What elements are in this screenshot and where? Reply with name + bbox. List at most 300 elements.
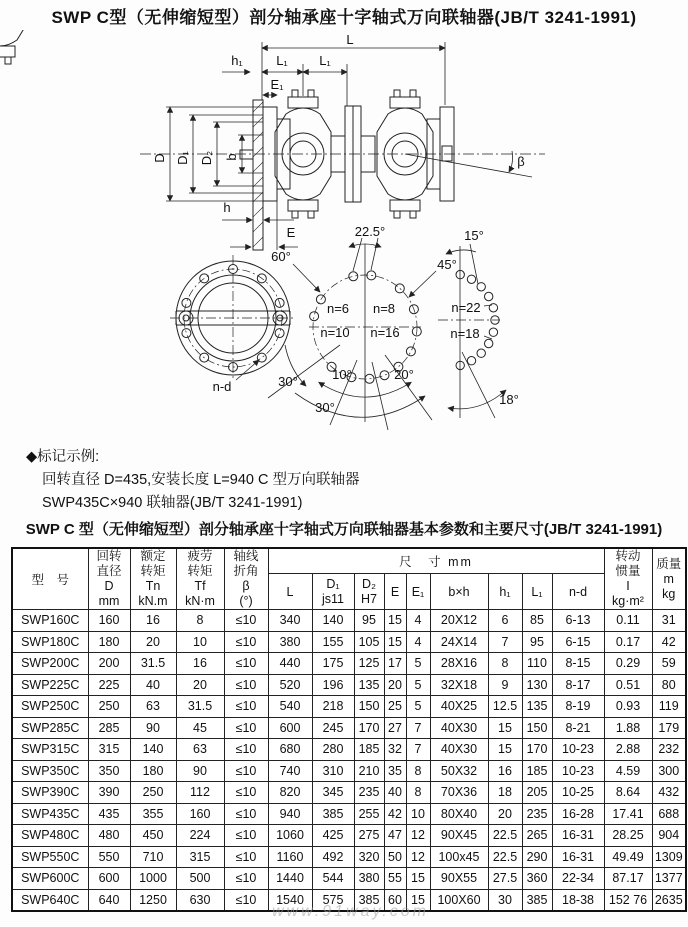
value-cell: 5 [406, 674, 430, 696]
marking-bullet-line: ◆标记示例: [26, 449, 100, 465]
value-cell: 125 [354, 653, 384, 675]
watermark: www.91way.com [272, 903, 429, 920]
value-cell: 820 [268, 782, 312, 804]
value-cell: 280 [312, 739, 354, 761]
value-cell: 32X18 [430, 674, 488, 696]
bolt-pattern-diagram [268, 224, 457, 430]
value-cell: 47 [384, 825, 406, 847]
value-cell: ≤10 [224, 846, 268, 868]
count-label-n18: n=18 [450, 326, 480, 341]
value-cell: 175 [312, 653, 354, 675]
dim-label-D1: D₁ [175, 151, 190, 165]
value-cell: 250 [130, 782, 176, 804]
table-row [12, 868, 686, 890]
value-cell: ≤10 [224, 825, 268, 847]
value-cell: 350 [88, 760, 130, 782]
value-cell: 232 [652, 739, 686, 761]
value-cell: ≤10 [224, 760, 268, 782]
value-cell: ≤10 [224, 696, 268, 718]
value-cell: 42 [384, 803, 406, 825]
angle-label-22-5: 22.5° [354, 224, 386, 239]
col-header-inertia [604, 548, 652, 610]
header-line: 额定 [140, 549, 166, 563]
table-row [12, 653, 686, 675]
value-cell: 16-31 [552, 825, 604, 847]
angle-label-30-left: 30° [278, 374, 298, 389]
value-cell: 205 [522, 782, 552, 804]
value-cell: 285 [88, 717, 130, 739]
value-cell: 0.93 [604, 696, 652, 718]
value-cell: 15 [406, 868, 430, 890]
col-header-L1: L₁ [522, 574, 552, 610]
table-row [12, 739, 686, 761]
value-cell: 32 [384, 739, 406, 761]
value-cell: 28.25 [604, 825, 652, 847]
value-cell: 425 [312, 825, 354, 847]
value-cell: 180 [88, 631, 130, 653]
model-cell: SWP180C [12, 631, 88, 653]
value-cell: 15 [384, 631, 406, 653]
value-cell: 105 [354, 631, 384, 653]
value-cell: ≤10 [224, 610, 268, 632]
table-row [12, 825, 686, 847]
value-cell: 55 [384, 868, 406, 890]
value-cell: 20 [384, 674, 406, 696]
value-cell: 315 [176, 846, 224, 868]
value-cell: 15 [384, 610, 406, 632]
dim-label-D: D [152, 153, 167, 163]
value-cell: 16 [176, 653, 224, 675]
model-cell: SWP390C [12, 782, 88, 804]
value-cell: 18 [488, 782, 522, 804]
col-header-rated-torque [130, 548, 176, 610]
value-cell: 30 [488, 889, 522, 911]
value-cell: 20 [130, 631, 176, 653]
marking-example [26, 446, 359, 515]
value-cell: 135 [354, 674, 384, 696]
model-cell: SWP160C [12, 610, 88, 632]
header-line: 疲劳 [187, 549, 213, 563]
table-row [12, 631, 686, 653]
table-row [12, 696, 686, 718]
value-cell: 315 [88, 739, 130, 761]
dim-label-h: h [223, 200, 231, 215]
value-cell: 49.49 [604, 846, 652, 868]
model-cell: SWP200C [12, 653, 88, 675]
header-line: 质量 [656, 556, 682, 571]
model-cell: SWP315C [12, 739, 88, 761]
value-cell: 600 [88, 868, 130, 890]
value-cell: 140 [130, 739, 176, 761]
value-cell: 520 [268, 674, 312, 696]
count-label-n6: n=6 [326, 301, 350, 316]
dim-label-E: E [286, 225, 296, 240]
value-cell: 235 [354, 782, 384, 804]
table-row [12, 803, 686, 825]
value-cell: 80 [652, 674, 686, 696]
model-cell: SWP435C [12, 803, 88, 825]
value-cell: 740 [268, 760, 312, 782]
dim-label-h1: h₁ [231, 53, 243, 68]
value-cell: 110 [522, 653, 552, 675]
value-cell: ≤10 [224, 717, 268, 739]
value-cell: 440 [268, 653, 312, 675]
value-cell: 95 [522, 631, 552, 653]
value-cell: 290 [522, 846, 552, 868]
value-cell: 8 [488, 653, 522, 675]
value-cell: 8-15 [552, 653, 604, 675]
value-cell: 119 [652, 696, 686, 718]
model-cell: SWP250C [12, 696, 88, 718]
value-cell: 170 [522, 739, 552, 761]
header-line: β [242, 579, 250, 593]
value-cell: 544 [312, 868, 354, 890]
value-cell: 28X16 [430, 653, 488, 675]
value-cell: 7 [406, 739, 430, 761]
header-line: 直径 [96, 564, 122, 578]
dim-label-L1-right: L₁ [319, 53, 331, 68]
value-cell: 4 [406, 610, 430, 632]
value-cell: 50X32 [430, 760, 488, 782]
value-cell: 40 [130, 674, 176, 696]
value-cell: 2.88 [604, 739, 652, 761]
model-cell: SWP600C [12, 868, 88, 890]
value-cell: 1250 [130, 889, 176, 911]
value-cell: 40 [384, 782, 406, 804]
flange-end-view [170, 255, 296, 394]
value-cell: 385 [312, 803, 354, 825]
angle-label-18: 18° [499, 392, 519, 407]
value-cell: 210 [354, 760, 384, 782]
value-cell: 22.5 [488, 825, 522, 847]
value-cell: 24X14 [430, 631, 488, 653]
value-cell: ≤10 [224, 631, 268, 653]
angle-label-60: 60° [271, 249, 291, 264]
value-cell: 380 [354, 868, 384, 890]
value-cell: 904 [652, 825, 686, 847]
technical-drawing [0, 30, 688, 445]
value-cell: 160 [176, 803, 224, 825]
value-cell: 575 [312, 889, 354, 911]
value-cell: 0.11 [604, 610, 652, 632]
table-row [12, 610, 686, 632]
value-cell: 90X45 [430, 825, 488, 847]
value-cell: ≤10 [224, 782, 268, 804]
value-cell: 20X12 [430, 610, 488, 632]
value-cell: 0.29 [604, 653, 652, 675]
value-cell: 225 [88, 674, 130, 696]
angle-label-20: 20° [394, 367, 414, 382]
header-line: kg [662, 586, 676, 601]
angle-label-30-bottom: 30° [315, 400, 335, 415]
value-cell: 1.88 [604, 717, 652, 739]
value-cell: 218 [312, 696, 354, 718]
value-cell: ≤10 [224, 803, 268, 825]
col-header-D2 [354, 574, 384, 610]
value-cell: 432 [652, 782, 686, 804]
header-line: js11 [321, 591, 344, 606]
value-cell: 80X40 [430, 803, 488, 825]
col-header-D1 [312, 574, 354, 610]
value-cell: ≤10 [224, 889, 268, 911]
marking-line-2: SWP435C×940 联轴器(JB/T 3241-1991) [42, 495, 303, 511]
header-line: 转矩 [187, 564, 213, 578]
value-cell: 10 [176, 631, 224, 653]
value-cell: 688 [652, 803, 686, 825]
value-cell: 1160 [268, 846, 312, 868]
model-cell: SWP350C [12, 760, 88, 782]
value-cell: 90 [176, 760, 224, 782]
value-cell: 245 [312, 717, 354, 739]
value-cell: 1060 [268, 825, 312, 847]
value-cell: 540 [268, 696, 312, 718]
value-cell: 160 [88, 610, 130, 632]
value-cell: 630 [176, 889, 224, 911]
value-cell: 31.5 [176, 696, 224, 718]
value-cell: 170 [354, 717, 384, 739]
value-cell: 9 [488, 674, 522, 696]
value-cell: 135 [522, 696, 552, 718]
model-cell: SWP285C [12, 717, 88, 739]
value-cell: 480 [88, 825, 130, 847]
value-cell: 0.51 [604, 674, 652, 696]
header-line: 转矩 [140, 564, 166, 578]
value-cell: 59 [652, 653, 686, 675]
value-cell: 600 [268, 717, 312, 739]
col-header-bxh: b×h [430, 574, 488, 610]
value-cell: 1000 [130, 868, 176, 890]
header-line: 折角 [233, 564, 259, 578]
angle-label-15: 15° [464, 228, 484, 243]
value-cell: 8 [176, 610, 224, 632]
value-cell: 200 [88, 653, 130, 675]
value-cell: 152 76 [604, 889, 652, 911]
table-row [12, 846, 686, 868]
col-group-dimensions: 尺 寸 mm [268, 548, 604, 574]
header-line: D₁ [326, 576, 340, 591]
value-cell: 235 [522, 803, 552, 825]
col-header-model: 型 号 [12, 548, 88, 610]
value-cell: 20 [488, 803, 522, 825]
col-header-E: E [384, 574, 406, 610]
model-cell: SWP640C [12, 889, 88, 911]
value-cell: 7 [488, 631, 522, 653]
count-label-n22: n=22 [451, 300, 481, 315]
header-line: mm [98, 594, 120, 608]
value-cell: 180 [130, 760, 176, 782]
value-cell: 42 [652, 631, 686, 653]
count-label-n8: n=8 [372, 301, 396, 316]
value-cell: 640 [88, 889, 130, 911]
header-line: 惯量 [615, 564, 641, 578]
count-label-n10: n=10 [320, 325, 350, 340]
value-cell: 4.59 [604, 760, 652, 782]
header-line: D₂ [362, 576, 376, 591]
col-header-L: L [268, 574, 312, 610]
value-cell: 10-23 [552, 739, 604, 761]
header-line: Tn [145, 579, 161, 593]
angle-label-45: 45° [437, 257, 457, 272]
value-cell: 492 [312, 846, 354, 868]
table-row [12, 674, 686, 696]
value-cell: 87.17 [604, 868, 652, 890]
value-cell: 15 [406, 889, 430, 911]
count-label-n16: n=16 [370, 325, 400, 340]
coupling-section-view [0, 30, 545, 250]
value-cell: 8.64 [604, 782, 652, 804]
value-cell: ≤10 [224, 868, 268, 890]
col-header-mass [652, 548, 686, 610]
value-cell: 224 [176, 825, 224, 847]
value-cell: 360 [522, 868, 552, 890]
value-cell: 16-28 [552, 803, 604, 825]
value-cell: 22-34 [552, 868, 604, 890]
col-header-nd: n-d [552, 574, 604, 610]
value-cell: 90X55 [430, 868, 488, 890]
value-cell: 95 [354, 610, 384, 632]
value-cell: 130 [522, 674, 552, 696]
header-line: 转动 [615, 549, 641, 563]
header-line: 轴线 [233, 549, 259, 563]
header-line: m [663, 571, 674, 586]
value-cell: 16 [130, 610, 176, 632]
col-header-axis-angle [224, 548, 268, 610]
value-cell: 7 [406, 717, 430, 739]
value-cell: 380 [268, 631, 312, 653]
value-cell: 6 [488, 610, 522, 632]
col-header-turn-diameter [88, 548, 130, 610]
table-row [12, 717, 686, 739]
value-cell: 31 [652, 610, 686, 632]
value-cell: 45 [176, 717, 224, 739]
value-cell: 150 [354, 696, 384, 718]
value-cell: 185 [522, 760, 552, 782]
value-cell: 17 [384, 653, 406, 675]
value-cell: 265 [522, 825, 552, 847]
value-cell: 12 [406, 846, 430, 868]
value-cell: 310 [312, 760, 354, 782]
value-cell: 90 [130, 717, 176, 739]
value-cell: 355 [130, 803, 176, 825]
value-cell: 185 [354, 739, 384, 761]
value-cell: 40X30 [430, 739, 488, 761]
value-cell: 275 [354, 825, 384, 847]
dim-label-L: L [346, 32, 354, 47]
model-cell: SWP550C [12, 846, 88, 868]
value-cell: 12.5 [488, 696, 522, 718]
table-row [12, 760, 686, 782]
model-cell: SWP225C [12, 674, 88, 696]
value-cell: 385 [354, 889, 384, 911]
header-line: kg·m² [612, 594, 644, 608]
value-cell: 8 [406, 760, 430, 782]
value-cell: 390 [88, 782, 130, 804]
header-line: 回转 [96, 549, 122, 563]
parameter-table [11, 547, 687, 912]
value-cell: 150 [522, 717, 552, 739]
model-cell: SWP480C [12, 825, 88, 847]
marking-line-1: 回转直径 D=435,安装长度 L=940 C 型万向联轴器 [42, 472, 360, 488]
value-cell: 940 [268, 803, 312, 825]
label-n-d: n-d [212, 379, 232, 394]
table-title: SWP C 型（无伸缩短型）剖分轴承座十字轴式万向联轴器基本参数和主要尺寸(JB/T 3241-1991) [25, 521, 663, 538]
value-cell: 250 [88, 696, 130, 718]
value-cell: 1377 [652, 868, 686, 890]
value-cell: ≤10 [224, 653, 268, 675]
value-cell: 70X36 [430, 782, 488, 804]
value-cell: 710 [130, 846, 176, 868]
value-cell: 10-23 [552, 760, 604, 782]
value-cell: 16 [488, 760, 522, 782]
col-header-fatigue-torque [176, 548, 224, 610]
dim-label-beta: β [517, 154, 525, 169]
value-cell: 6-15 [552, 631, 604, 653]
dimension-lines [166, 42, 532, 250]
value-cell: 10 [406, 803, 430, 825]
value-cell: 100x45 [430, 846, 488, 868]
value-cell: 0.17 [604, 631, 652, 653]
value-cell: 1440 [268, 868, 312, 890]
value-cell: 345 [312, 782, 354, 804]
value-cell: 8-19 [552, 696, 604, 718]
value-cell: 22.5 [488, 846, 522, 868]
header-line: D [104, 579, 114, 593]
value-cell: 112 [176, 782, 224, 804]
value-cell: 155 [312, 631, 354, 653]
value-cell: 550 [88, 846, 130, 868]
value-cell: 17.41 [604, 803, 652, 825]
value-cell: 8 [406, 782, 430, 804]
value-cell: 18-38 [552, 889, 604, 911]
value-cell: 8-17 [552, 674, 604, 696]
col-header-h1: h₁ [488, 574, 522, 610]
header-line: kN·m [185, 594, 215, 608]
value-cell: 2635 [652, 889, 686, 911]
value-cell: 255 [354, 803, 384, 825]
angle-label-10: 10° [332, 367, 352, 382]
header-line: (°) [239, 594, 253, 608]
value-cell: 100X60 [430, 889, 488, 911]
value-cell: 320 [354, 846, 384, 868]
dim-label-D2: D₂ [199, 150, 214, 166]
value-cell: 31.5 [130, 653, 176, 675]
value-cell: 450 [130, 825, 176, 847]
value-cell: 35 [384, 760, 406, 782]
value-cell: 50 [384, 846, 406, 868]
value-cell: 27 [384, 717, 406, 739]
value-cell: 16-31 [552, 846, 604, 868]
header-line: H7 [361, 591, 377, 606]
value-cell: 5 [406, 696, 430, 718]
table-row [12, 782, 686, 804]
value-cell: 1540 [268, 889, 312, 911]
value-cell: 12 [406, 825, 430, 847]
value-cell: 196 [312, 674, 354, 696]
value-cell: 4 [406, 631, 430, 653]
value-cell: 340 [268, 610, 312, 632]
value-cell: 40X30 [430, 717, 488, 739]
value-cell: 435 [88, 803, 130, 825]
header-line: I [626, 579, 630, 593]
value-cell: 300 [652, 760, 686, 782]
dim-label-b: b [224, 153, 239, 161]
value-cell: ≤10 [224, 674, 268, 696]
value-cell: 5 [406, 653, 430, 675]
value-cell: 20 [176, 674, 224, 696]
value-cell: 15 [488, 739, 522, 761]
col-header-E1: E₁ [406, 574, 430, 610]
value-cell: ≤10 [224, 739, 268, 761]
